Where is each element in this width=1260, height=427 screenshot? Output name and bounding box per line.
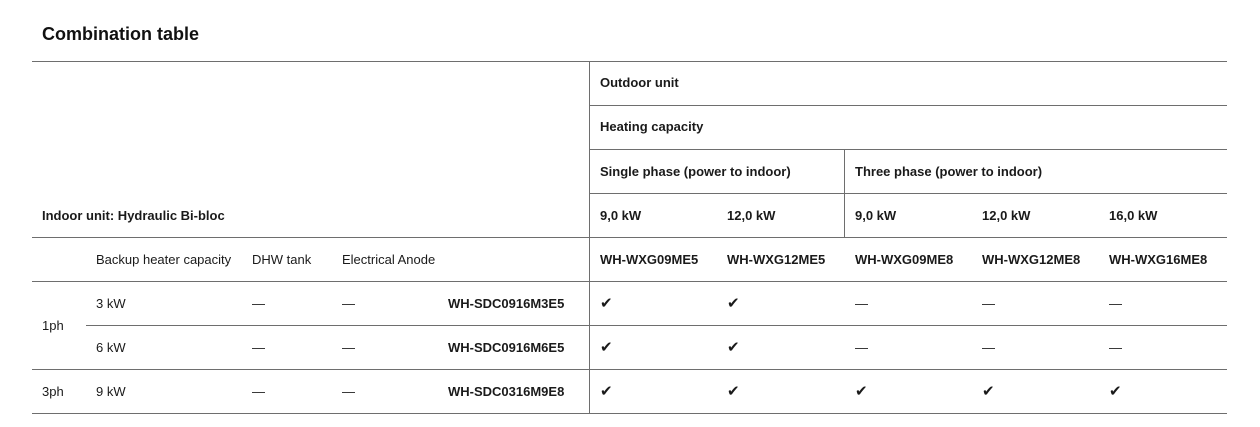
rule-between-1ph-rows — [86, 325, 1227, 326]
capacity-cell: 16,0 kW — [1109, 208, 1158, 223]
backup-heater-cell: 3 kW — [96, 296, 126, 311]
compat-cell: — — [855, 296, 868, 311]
backup-heater-cell: 6 kW — [96, 340, 126, 355]
compat-cell: ✔ — [600, 339, 613, 356]
page-title: Combination table — [42, 24, 199, 44]
outdoor-model-header: WH-WXG12ME8 — [982, 252, 1081, 267]
compat-cell: ✔ — [727, 295, 740, 312]
dhw-tank-header: DHW tank — [252, 252, 312, 267]
outdoor-unit-header: Outdoor unit — [600, 75, 679, 90]
phase-group-label: 1ph — [42, 318, 64, 333]
divider-single-three — [844, 149, 845, 237]
dhw-tank-cell: — — [252, 296, 265, 311]
compat-cell: ✔ — [727, 339, 740, 356]
phase-group-label: 3ph — [42, 384, 64, 399]
compat-cell: ✔ — [600, 383, 613, 400]
compat-cell: ✔ — [1109, 383, 1122, 400]
compat-cell: ✔ — [855, 383, 868, 400]
capacity-cell: 12,0 kW — [982, 208, 1031, 223]
capacity-cell: 9,0 kW — [600, 208, 642, 223]
backup-heater-cell: 9 kW — [96, 384, 126, 399]
rule-under-capacity — [32, 237, 1227, 238]
electrical-anode-cell: — — [342, 296, 355, 311]
electrical-anode-header: Electrical Anode — [342, 252, 436, 267]
dhw-tank-cell: — — [252, 384, 265, 399]
compat-cell: — — [1109, 296, 1122, 311]
three-phase-header: Three phase (power to indoor) — [855, 164, 1043, 179]
electrical-anode-cell: — — [342, 340, 355, 355]
dhw-tank-cell: — — [252, 340, 265, 355]
compat-cell: — — [855, 340, 868, 355]
capacity-cell: 12,0 kW — [727, 208, 776, 223]
backup-heater-header: Backup heater capacity — [96, 252, 232, 267]
electrical-anode-cell: — — [342, 384, 355, 399]
table-top-rule — [32, 61, 1227, 62]
outdoor-model-header: WH-WXG09ME5 — [600, 252, 699, 267]
rule-under-outdoor — [590, 105, 1227, 106]
table-bottom-rule — [32, 413, 1227, 414]
rule-under-models — [32, 281, 1227, 282]
single-phase-header: Single phase (power to indoor) — [600, 164, 791, 179]
compat-cell: ✔ — [727, 383, 740, 400]
indoor-unit-header: Indoor unit: Hydraulic Bi-bloc — [42, 208, 225, 223]
outdoor-model-header: WH-WXG16ME8 — [1109, 252, 1208, 267]
compat-cell: ✔ — [600, 295, 613, 312]
capacity-cell: 9,0 kW — [855, 208, 897, 223]
compat-cell: — — [982, 340, 995, 355]
rule-under-phase — [590, 193, 1227, 194]
heating-capacity-header: Heating capacity — [600, 119, 704, 134]
indoor-model-cell: WH-SDC0916M3E5 — [448, 296, 565, 311]
outdoor-model-header: WH-WXG09ME8 — [855, 252, 954, 267]
compat-cell: ✔ — [982, 383, 995, 400]
rule-under-heating — [590, 149, 1227, 150]
indoor-model-cell: WH-SDC0316M9E8 — [448, 384, 565, 399]
indoor-model-cell: WH-SDC0916M6E5 — [448, 340, 565, 355]
compat-cell: — — [982, 296, 995, 311]
outdoor-model-header: WH-WXG12ME5 — [727, 252, 826, 267]
divider-indoor-outdoor — [589, 61, 590, 413]
compat-cell: — — [1109, 340, 1122, 355]
rule-under-1ph — [32, 369, 1227, 370]
